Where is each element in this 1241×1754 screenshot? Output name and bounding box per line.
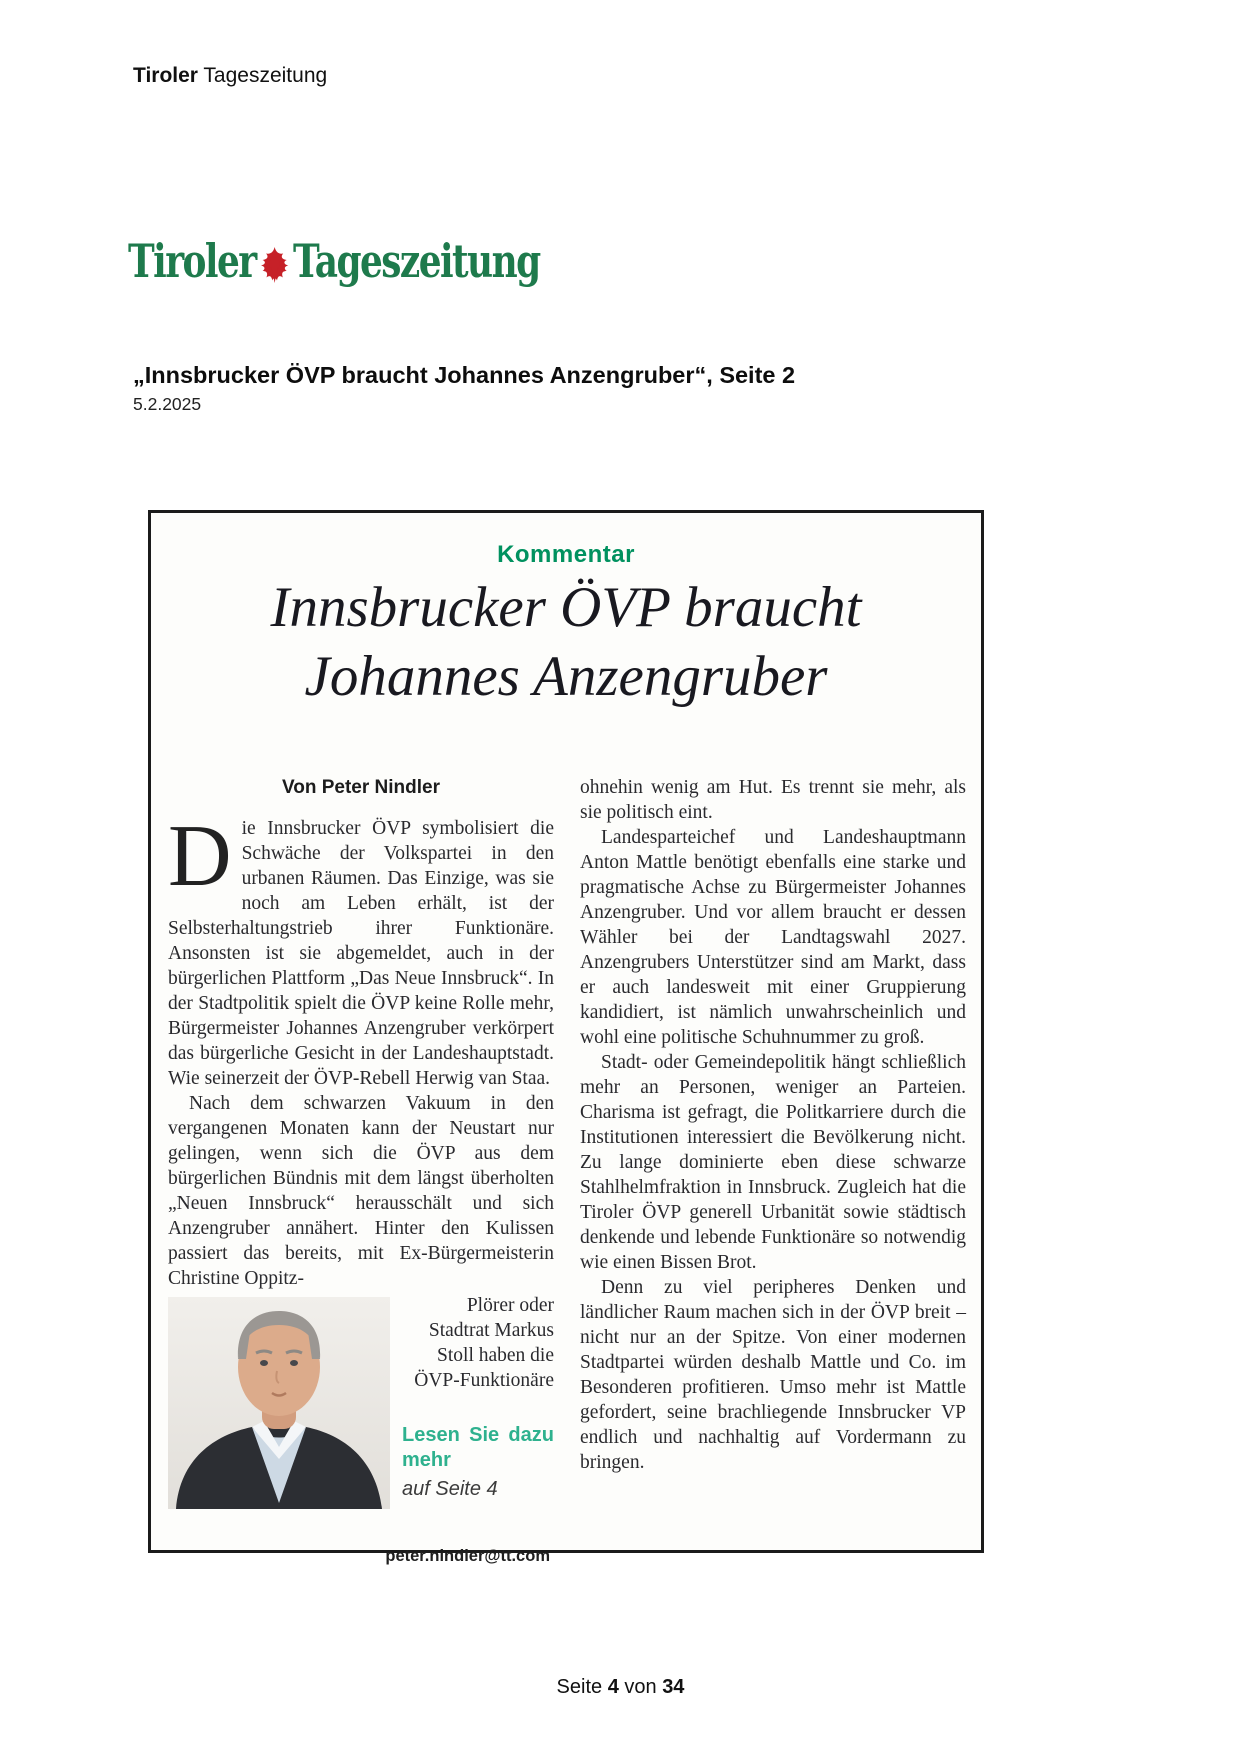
footer-label-von: von (618, 1676, 663, 1698)
paragraph: Stadt- oder Gemeindepolitik hängt schließlich mehr an Personen, weniger an Parteien. Charisma ist gefragt, die Politkarriere durch die Institutionen interessiert die Bevölkerung nicht. Zu lange dominierte eben diese schwarze Stahlhelmfraktion in Innsbruck. Zugleich hat die Tiroler ÖVP generell Urbanität sowie städtisch denkende und lebende Funktionäre so notwendig wie einen Bissen Brot. (580, 1052, 966, 1273)
article-title (151, 573, 981, 711)
logo-word-tiroler: Tiroler (128, 234, 256, 288)
header-brand-bold: Tiroler (133, 64, 198, 87)
paragraph: ohnehin wenig am Hut. Es trennt sie mehr, als sie politisch eint. (580, 777, 966, 823)
document-headline: „Innsbrucker ÖVP braucht Johannes Anzengruber“, Seite 2 (133, 362, 796, 388)
byline: Von Peter Nindler (281, 777, 440, 798)
page-footer (0, 1676, 1241, 1699)
article-title-line1: Innsbrucker ÖVP braucht (270, 576, 862, 639)
paragraph: Landesparteichef und Landeshauptmann Anton Mattle benötigt ebenfalls eine starke und pragmatische Achse zu Bürgermeister Johannes Anzengruber. Und vor allem braucht er dessen Wähler bei der Landtagswahl 2027. Anzengrubers Unterstützer sind am Markt, dass er auch landesweit mit einer Gruppierung kandidiert, ist nämlich unwahrscheinlich und wohl eine politische Schuhnummer zu groß. (580, 827, 966, 1048)
author-photo (168, 1297, 390, 1509)
right-column (580, 775, 966, 1544)
left-column (168, 775, 554, 1565)
paragraph (168, 808, 554, 1091)
author-email: peter.nindler@tt.com (385, 1547, 550, 1565)
footer-page-number: 4 (607, 1676, 619, 1698)
logo-word-tageszeitung: Tageszeitung (293, 234, 540, 288)
paragraph-text: ie Innsbrucker ÖVP symbolisiert die Schwäche der Volkspartei in den urbanen Räumen. Das Einzige, was sie noch am Leben erhält, ist der Selbsterhaltungstrieb ihrer Funktionäre. Ansonsten ist sie abgemeldet, auch in der bürgerlichen Plattform „Das Neue Innsbruck“. In der Stadtpolitik spielt die ÖVP keine Rolle mehr, Bürgermeister Johannes Anzengruber verkörpert das bürgerliche Gesicht in der Landeshauptstadt. Wie seinerzeit der ÖVP-Rebell Herwig van Staa. (168, 818, 554, 1089)
paragraph: Denn zu viel peripheres Denken und ländlicher Raum machen sich in der ÖVP breit – nicht nur an der Spitze. Von einer modernen Stadtpartei würden deshalb Mattle und Co. im Besonderen profitieren. Umso mehr ist Mattle gefordert, seine brachliegende Innsbrucker VP endlich und nachhaltig auf Vordermann zu bringen. (580, 1277, 966, 1473)
header-brand-regular: Tageszeitung (197, 64, 328, 87)
article-clipping (148, 510, 984, 1565)
tyrol-eagle-icon (257, 244, 291, 286)
newspaper-logo (128, 234, 540, 288)
photo-wrap-zone (168, 1293, 554, 1569)
paragraph: Nach dem schwarzen Vakuum in den vergangenen Monaten kann der Neustart nur gelingen, wenn sich die ÖVP aus dem bürgerlichen Bündnis mit dem längst überholten „Neuen Innsbruck“ herausschält und sich Anzengruber annähert. Hinter den Kulissen passiert das bereits, mit Ex-Bürgermeisterin Christine Oppitz- (168, 1093, 554, 1289)
header-brand (133, 64, 327, 88)
teaser-more-line: Lesen Sie dazu mehr (402, 1424, 554, 1471)
article-kicker: Kommentar (497, 541, 635, 568)
document-date: 5.2.2025 (133, 394, 202, 414)
article-columns (168, 775, 966, 1565)
teaser-page-line: auf Seite 4 (402, 1478, 498, 1500)
footer-label-seite: Seite (556, 1676, 608, 1698)
article-title-line2: Johannes Anzengruber (304, 645, 828, 708)
footer-total-pages: 34 (662, 1676, 685, 1698)
paragraph-wrap: Plörer oder Stadtrat Markus Stoll haben die ÖVP-Funktionäre (414, 1295, 554, 1391)
dropcap: D (168, 808, 232, 905)
